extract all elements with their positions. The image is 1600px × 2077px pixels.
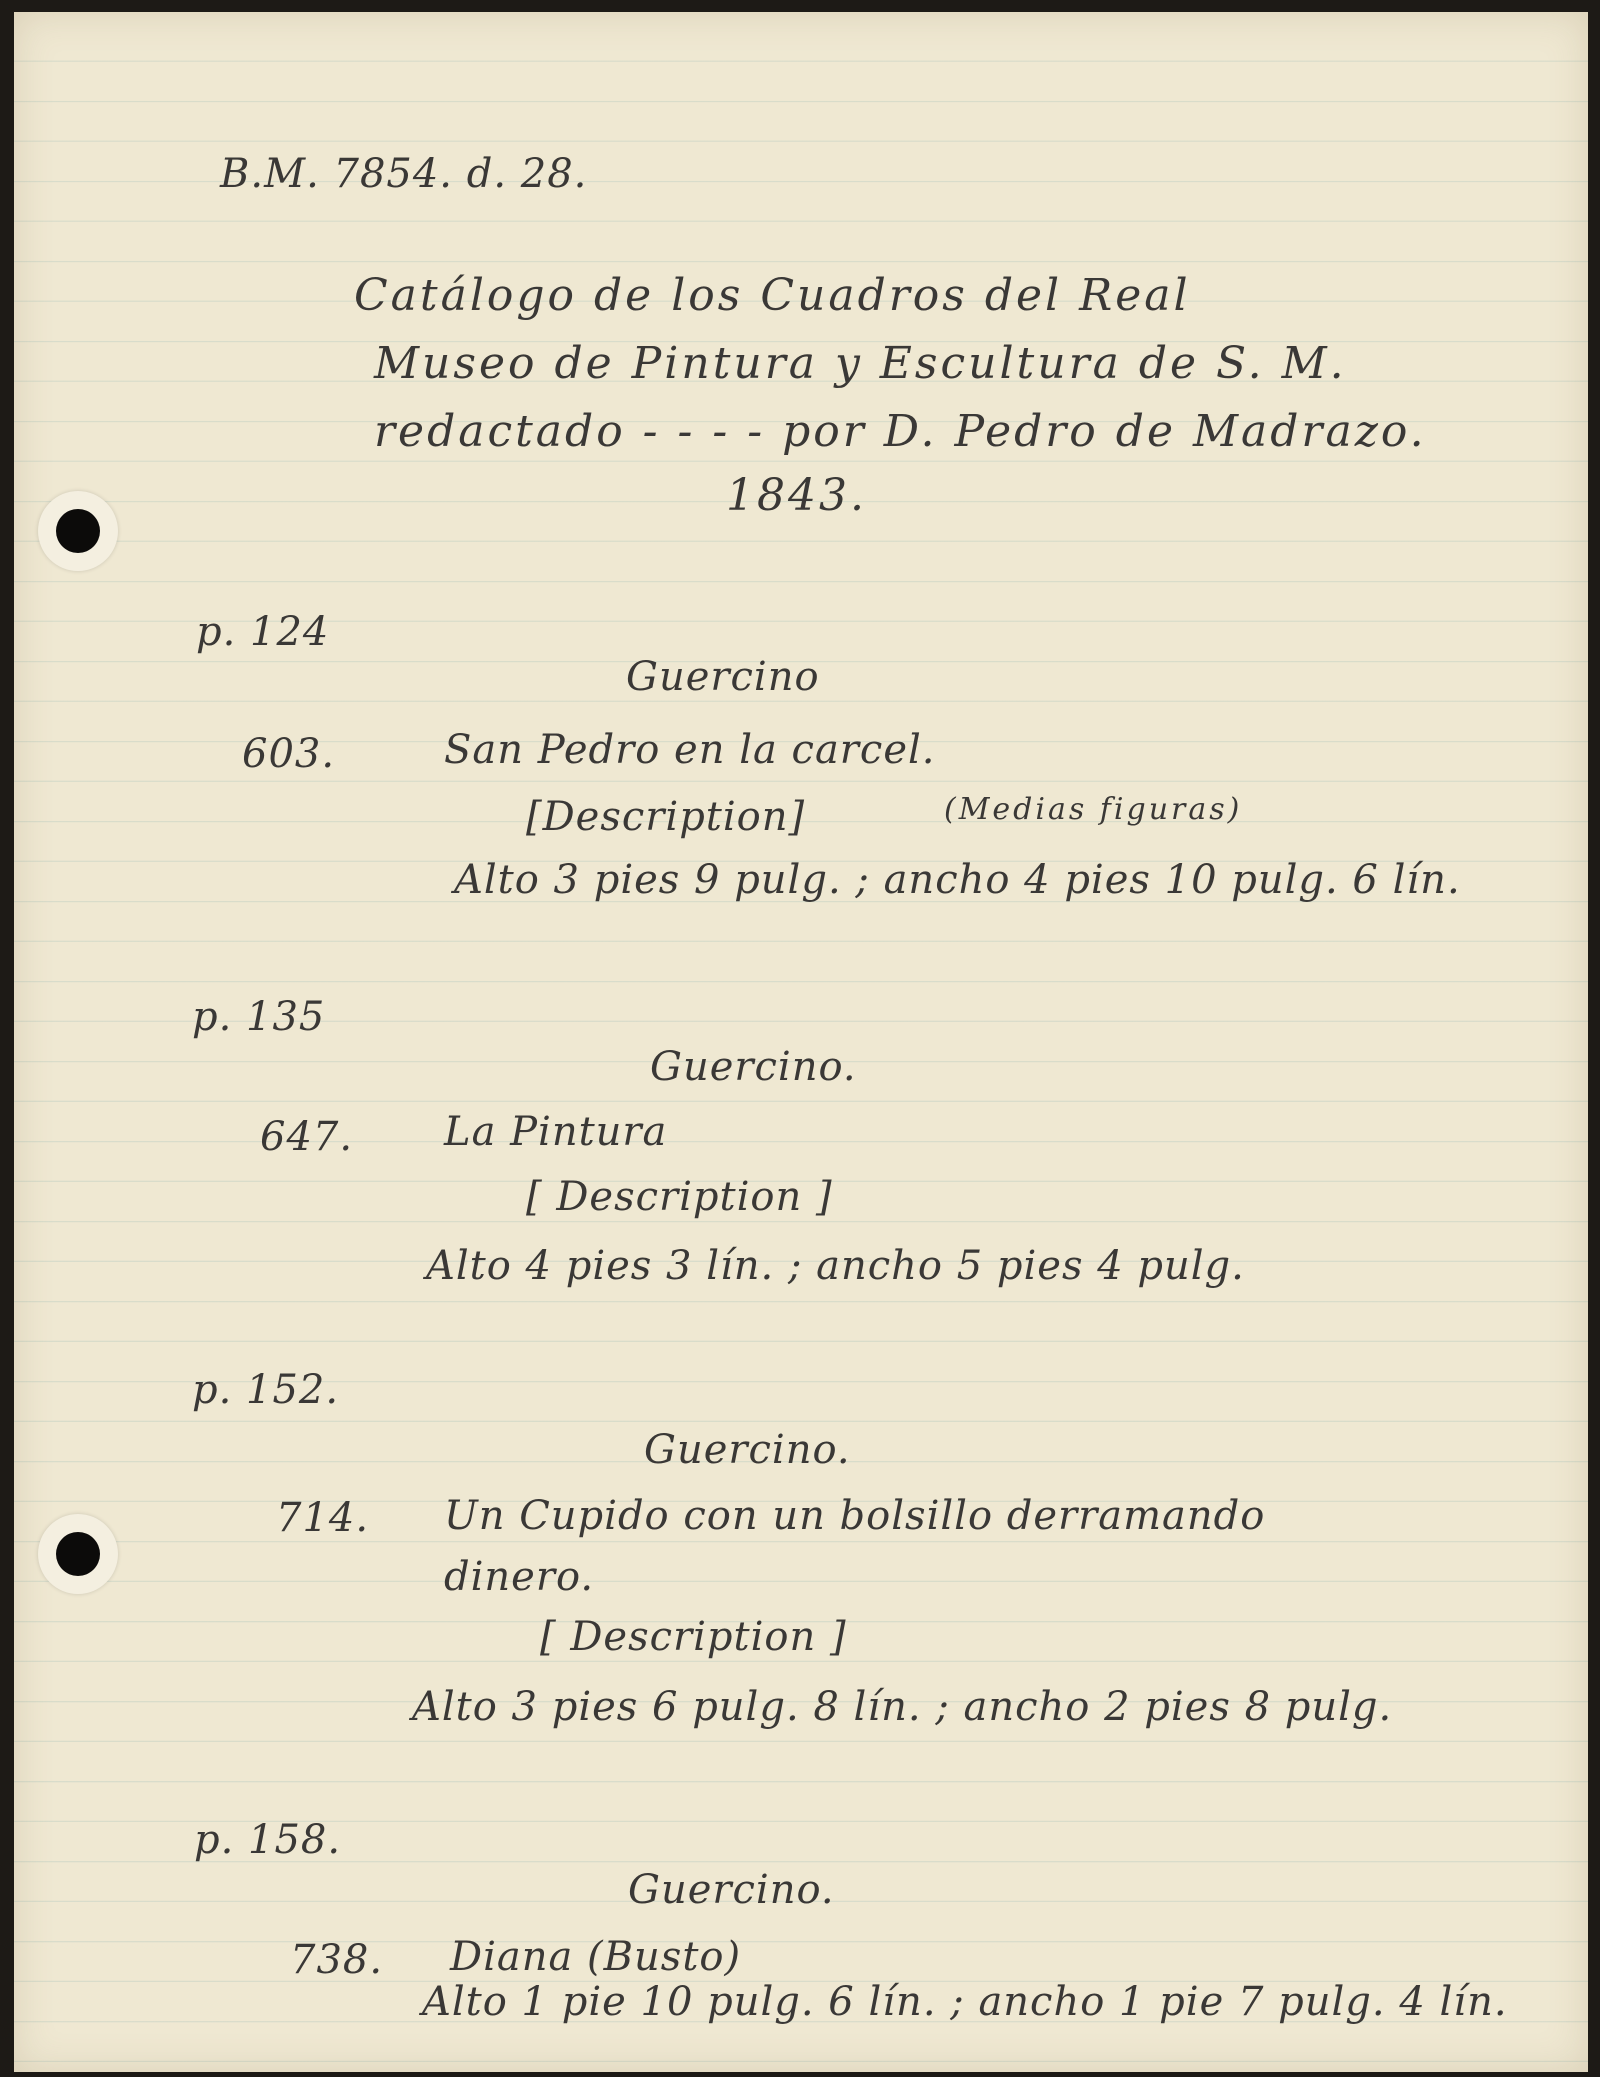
artist-name: Guercino bbox=[626, 654, 820, 700]
artist-name: Guercino. bbox=[628, 1867, 835, 1913]
catalogue-title-line-3: redactado - - - - por D. Pedro de Madrazo. bbox=[374, 406, 1427, 457]
page-reference: p. 152. bbox=[192, 1367, 340, 1413]
painting-dimensions: Alto 3 pies 9 pulg. ; ancho 4 pies 10 pulg. 6 lín. bbox=[454, 857, 1461, 903]
painting-dimensions: Alto 4 pies 3 lín. ; ancho 5 pies 4 pulg. bbox=[426, 1243, 1245, 1289]
manuscript-page bbox=[14, 12, 1588, 2072]
painting-title-continued: dinero. bbox=[444, 1554, 595, 1600]
painting-dimensions: Alto 1 pie 10 pulg. 6 lín. ; ancho 1 pie 7 pulg. 4 lín. bbox=[422, 1979, 1508, 2025]
page-reference: p. 158. bbox=[194, 1817, 342, 1863]
catalogue-number: 603. bbox=[242, 731, 336, 777]
painting-note: (Medias figuras) bbox=[944, 792, 1243, 827]
catalogue-title-line-1: Catálogo de los Cuadros del Real bbox=[354, 270, 1191, 321]
catalogue-title-line-2: Museo de Pintura y Escultura de S. M. bbox=[374, 338, 1347, 389]
shelfmark: B.M. 7854. d. 28. bbox=[220, 151, 588, 197]
painting-title: San Pedro en la carcel. bbox=[444, 727, 936, 773]
punch-hole-top bbox=[56, 509, 100, 553]
catalogue-number: 647. bbox=[260, 1114, 354, 1160]
painting-title: Un Cupido con un bolsillo derramando bbox=[444, 1493, 1266, 1539]
description-placeholder: [ Description ] bbox=[540, 1614, 847, 1660]
punch-hole-bottom bbox=[56, 1532, 100, 1576]
artist-name: Guercino. bbox=[650, 1044, 857, 1090]
catalogue-year: 1843. bbox=[726, 470, 867, 521]
description-placeholder: [ Description ] bbox=[526, 1174, 833, 1220]
description-placeholder: [Description] bbox=[526, 794, 806, 840]
page-reference: p. 135 bbox=[192, 994, 326, 1040]
painting-dimensions: Alto 3 pies 6 pulg. 8 lín. ; ancho 2 pies 8 pulg. bbox=[412, 1684, 1393, 1730]
painting-title: La Pintura bbox=[444, 1109, 668, 1155]
catalogue-number: 738. bbox=[290, 1937, 384, 1983]
page-reference: p. 124 bbox=[196, 609, 330, 655]
painting-title: Diana (Busto) bbox=[450, 1934, 742, 1980]
catalogue-number: 714. bbox=[276, 1495, 370, 1541]
artist-name: Guercino. bbox=[644, 1427, 851, 1473]
